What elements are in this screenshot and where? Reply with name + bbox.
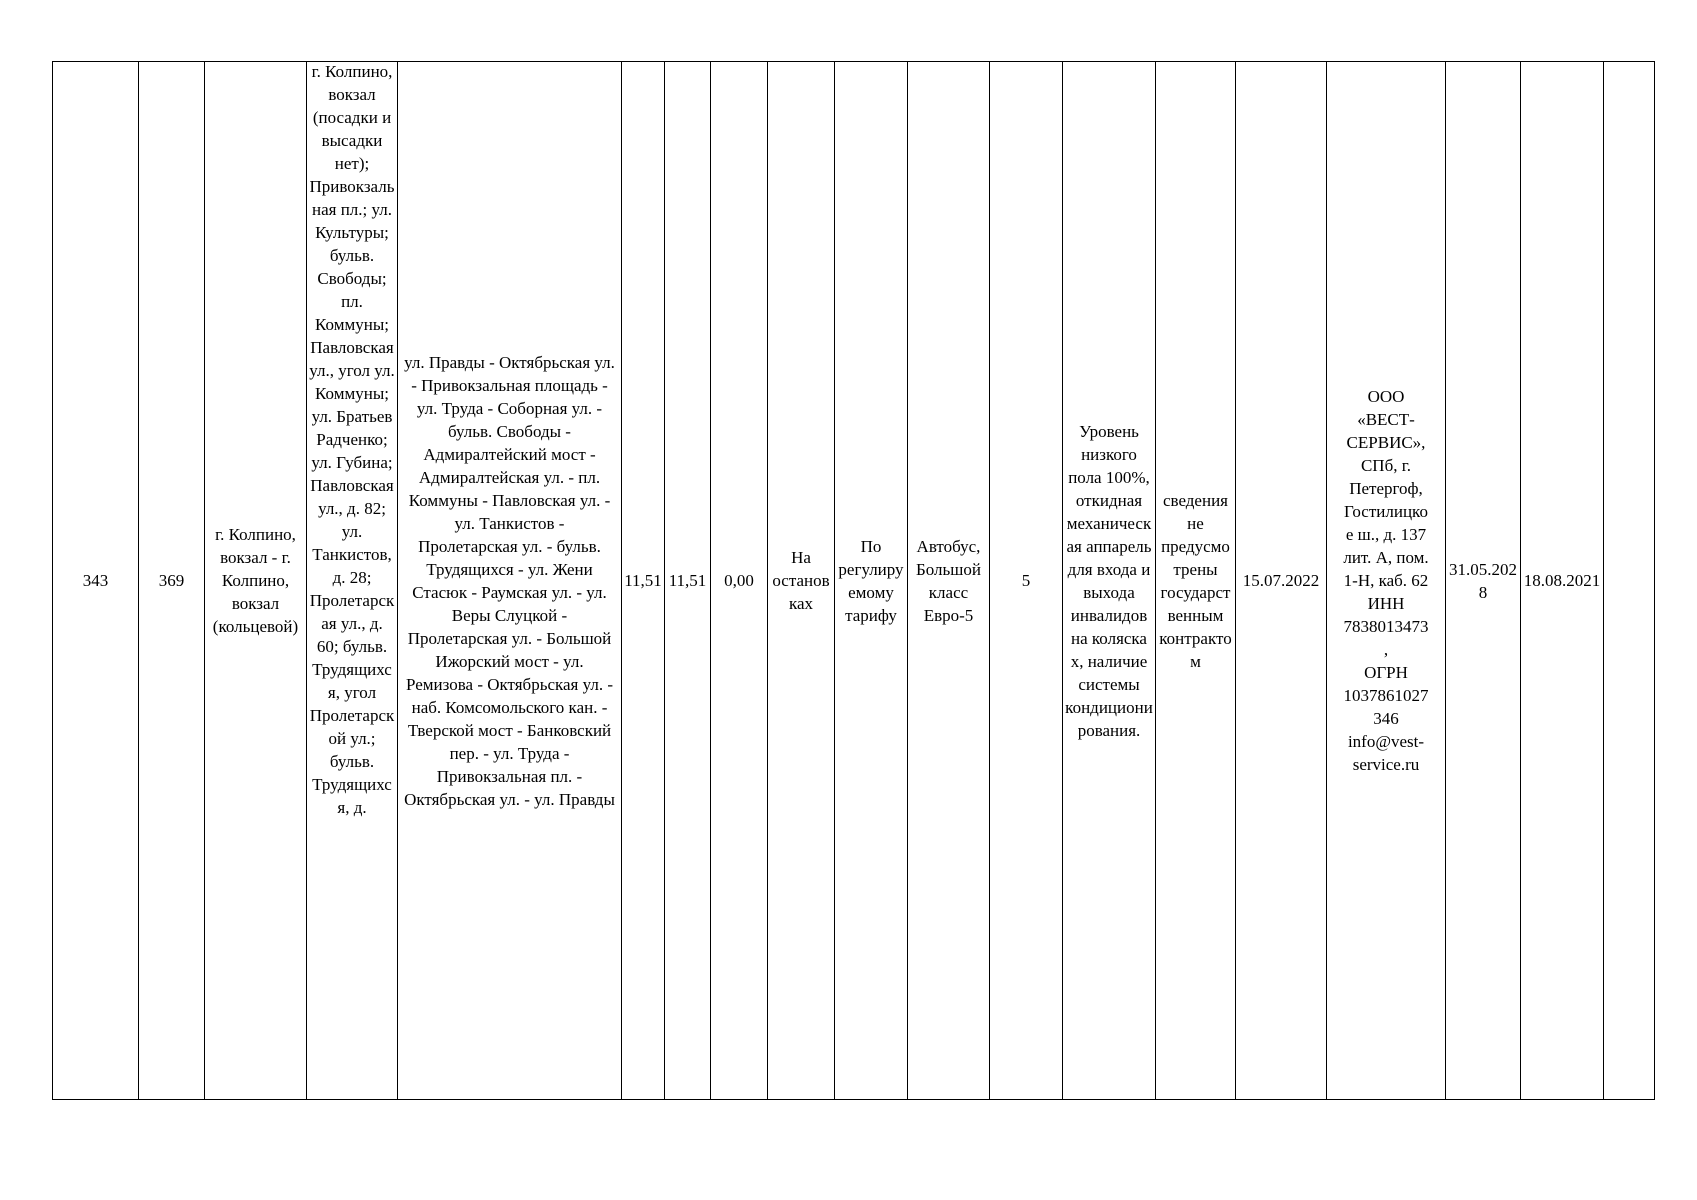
vehicle-cell: Автобус, Большой класс Евро-5 [908,62,990,1100]
carrier-line: service.ru [1352,755,1420,774]
stops-list: г. Колпино, вокзал (посадки и высадки нет); Привокзальная пл.; ул. Культуры; бульв. Свободы; пл. Коммуны; Павловская ул., угол ул. Коммуны; ул. Братьев Радченко; ул. Губина; Павловская ул., д. 82; ул. Танкистов, д. 28; Пролетарская ул., д. 60; бульв. Трудящихся, угол Пролетарской ул.; бульв. Трудящихся, д. [309,62,395,817]
length-forward-cell: 11,51 [622,62,665,1100]
carrier-line: СЕРВИС», [1346,433,1426,452]
table-row [53,62,1655,1100]
route-register-table [52,61,1655,1100]
route-name-cell: г. Колпино, вокзал - г. Колпино, вокзал (кольцевой) [205,62,307,1100]
carrier-line: 1-Н, каб. 62 [1343,571,1429,590]
carrier-cell [1327,62,1446,1100]
carrier-line: 1037861027 [1343,686,1429,705]
length-extra-cell: 0,00 [711,62,768,1100]
change-date-cell: 18.08.2021 [1521,62,1604,1100]
end-date-cell: 31.05.2028 [1446,62,1521,1100]
path-text: ул. Правды - Октябрьская ул. - Привокзальная площадь - ул. Труда - Соборная ул. - бульв. Свободы - Адмиралтейский мост - Адмиралтейская ул. - пл. Коммуны - Павловская ул. - ул. Танкистов - Пролетарская ул. - бульв. Трудящихся - ул. Жени Стасюк - Раумская ул. - ул. Веры Слуцкой - Пролетарская ул. - Большой Ижорский мост - ул. Ремизова - Октябрьская ул. - наб. Комсомольского кан. - Тверской мост - Банковский пер. - ул. Труда - Привокзальная пл. - Октябрьская ул. - ул. Правды [404,352,615,809]
carrier-line: лит. А, пом. [1343,548,1429,567]
carrier-line: СПб, г. [1360,456,1412,475]
carrier-line: ООО [1367,387,1405,406]
carrier-line: «ВЕСТ- [1357,410,1415,429]
length-backward-cell: 11,51 [665,62,711,1100]
path-cell [398,62,622,1100]
notes-cell [1604,62,1655,1100]
carrier-line: 7838013473 [1343,617,1429,636]
carrier-line: 346 [1373,709,1399,728]
stops-cell [307,62,398,1100]
transport-type-cell: По регулируемому тарифу [835,62,908,1100]
carrier-line: ОГРН [1364,663,1408,682]
carrier-line: info@vest- [1347,732,1425,751]
reg-number-cell: 343 [53,62,139,1100]
characteristics-cell: Уровень низкого пола 100%, откидная механическая аппарель для входа и выхода инвалидов на коляска х, наличие системы кондиционирования. [1063,62,1156,1100]
carrier-line: Петергоф, [1349,479,1423,498]
carrier-line: , [1383,640,1389,659]
carrier-line: е ш., д. 137 [1345,525,1427,544]
start-date-cell: 15.07.2022 [1236,62,1327,1100]
vehicle-count-cell: 5 [990,62,1063,1100]
carrier-line: Гостилицко [1344,502,1428,521]
contract-info-cell: сведения не предусмотрены государственным контрактом [1156,62,1236,1100]
carrier-line: ИНН [1367,594,1405,613]
route-number-cell: 369 [139,62,205,1100]
boarding-order-cell: На остановках [768,62,835,1100]
